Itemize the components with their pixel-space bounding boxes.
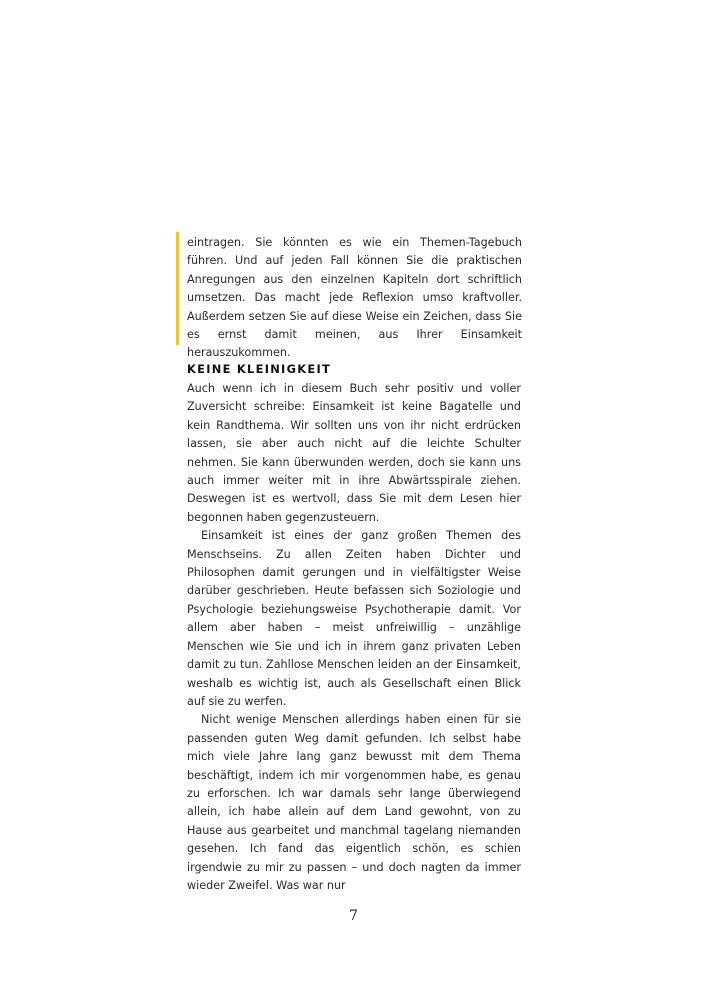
body-text [187, 380, 521, 895]
paragraph-2: Einsamkeit ist eines der ganz großen Themen des Menschseins. Zu allen Zeiten haben Dichter und Philosophen damit gerungen und in vielfältigster Weise darüber geschrieben. Heute befassen sich Soziologie und Psychologie beziehungsweise Psychotherapie damit. Vor allem aber haben – meist unfreiwillig – unzählige Menschen wie Sie und ich in ihrem ganz privaten Leben damit zu tun. Zahllose Menschen leiden an der Einsamkeit, weshalb es wichtig ist, auch als Gesellschaft einen Blick auf sie zu werfen. [187, 529, 521, 708]
section-heading: KEINE KLEINIGKEIT [187, 362, 332, 376]
page-number: 7 [349, 908, 358, 924]
paragraph-1: Auch wenn ich in diesem Buch sehr positiv und voller Zuversicht schreibe: Einsamkeit ist keine Bagatelle und kein Randthema. Wir sollten uns von ihr nicht erdrücken lassen, sie aber auch nicht auf die leichte Schulter nehmen. Sie kann überwunden werden, doch sie kann uns auch immer weiter mit in ihre Abwärtsspirale ziehen. Deswegen ist es wertvoll, dass Sie mit dem Lesen hier begonnen haben gegenzusteuern. [187, 382, 521, 524]
paragraph-3: Nicht wenige Menschen allerdings haben einen für sie passenden guten Weg damit gefunden. Ich selbst habe mich viele Jahre lang ganz bewusst mit dem Thema beschäftigt, indem ich mir vorgenommen habe, es genau zu erforschen. Ich war damals sehr lange überwiegend allein, ich habe allein auf dem Land gewohnt, von zu Hause aus gearbeitet und manchmal tagelang niemanden gesehen. Ich fand das eigentlich schön, es schien irgendwie zu mir zu passen – und doch nagten da immer wieder Zweifel. Was war nur [187, 713, 521, 892]
highlight-box-text: eintragen. Sie könnten es wie ein Themen-Tagebuch führen. Und auf jeden Fall können Sie die praktischen Anregungen aus den einzelnen Kapiteln dort schriftlich umsetzen. Das macht jede Reflexion umso kraftvoller. Außerdem setzen Sie auf diese Weise ein Zeichen, dass Sie es ernst damit meinen, aus Ihrer Einsamkeit herauszukommen. [187, 236, 522, 360]
highlight-box [176, 232, 522, 360]
